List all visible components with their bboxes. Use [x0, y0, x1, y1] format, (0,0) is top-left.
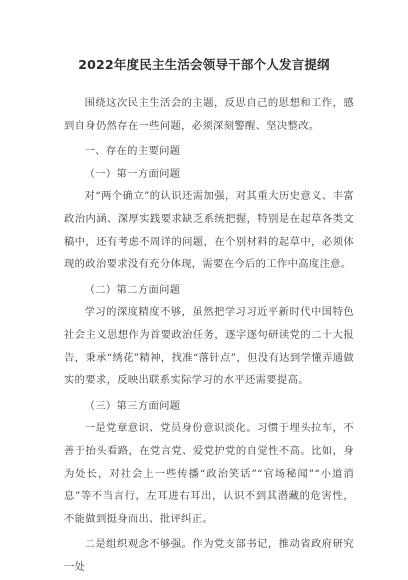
document-body — [64, 92, 354, 578]
subsection-heading: （三）第三方面问题 — [84, 399, 181, 412]
subsection-heading: （一）第一方面问题 — [84, 167, 181, 180]
paragraph: 二是组织观念不够强。作为党支部书记，推动省政府研究一处 — [64, 538, 354, 573]
section-heading: 一、存在的主要问题 — [84, 145, 181, 158]
document-title: 2022年度民主生活会领导干部个人发言提纲 — [78, 57, 330, 72]
paragraph: 一是党章意识、党员身份意识淡化。习惯于埋头拉车，不善于抬头看路，在党言党、爱党护党的自觉性不高。比如，身为处长，对社会上一些传播“政治笑话”“官场秘闻”“小道消息”等不当言行，左耳进右耳出，认识不到其潜藏的危害性，不能做到挺身而出、批评纠正。 — [64, 422, 354, 525]
paragraph: 学习的深度精度不够，虽然把学习习近平新时代中国特色社会主义思想作为首要政治任务，逐字逐句研读党的二十大报告，秉承“绣花”精神，找准“落针点”，但没有达到学懂弄通做实的要求，反映出联系实际学习的水平还需要提高。 — [64, 306, 354, 387]
intro-paragraph: 围绕这次民主生活会的主题，反思自己的思想和工作，感到自身仍然存在一些问题，必须深刻警醒、坚决整改。 — [64, 97, 354, 132]
paragraph: 对“两个确立”的认识还需加强，对其重大历史意义、丰富政治内涵、深厚实践要求缺乏系统把握，特别是在起草各类文稿中，还有考虑不周详的问题，在个别材料的起草中，必须体现的政治要求没有充分体现，需要在今后的工作中高度注意。 — [64, 190, 354, 271]
subsection-heading: （二）第二方面问题 — [84, 283, 181, 296]
